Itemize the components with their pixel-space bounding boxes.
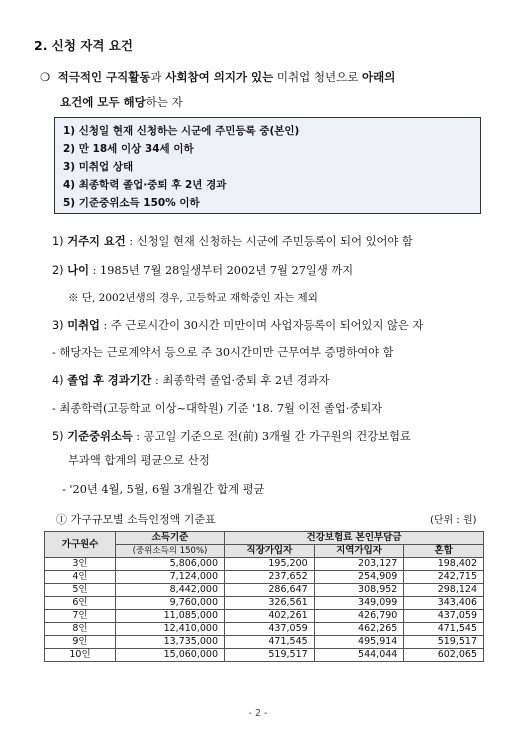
household-cell: 8인 bbox=[45, 623, 116, 636]
summary-item: 4) 최종학력 졸업·중퇴 후 2년 경과 bbox=[63, 179, 227, 191]
item-number: 3) bbox=[52, 319, 64, 332]
value-cell: 195,200 bbox=[225, 558, 315, 571]
table-row bbox=[45, 558, 484, 571]
value-cell: 7,124,000 bbox=[116, 571, 225, 584]
value-cell: 13,735,000 bbox=[116, 636, 225, 649]
bullet-line-2 bbox=[60, 94, 183, 110]
value-cell: 286,647 bbox=[225, 584, 315, 597]
table-row bbox=[45, 584, 484, 597]
household-cell: 6인 bbox=[45, 597, 116, 610]
bullet-text: 적극적인 구직활동 bbox=[57, 70, 151, 84]
item-text: : 공고일 기준으로 전(前) 3개월 간 가구원의 건강보험료 bbox=[132, 430, 411, 443]
bullet-text: 요건에 모두 해당 bbox=[60, 95, 146, 109]
table-row bbox=[45, 597, 484, 610]
header-income-sub: (중위소득의 150%) bbox=[116, 545, 225, 558]
header-household: 가구원수 bbox=[45, 532, 116, 558]
value-cell: 198,402 bbox=[404, 558, 484, 571]
table-row bbox=[45, 649, 484, 662]
header-insurance: 건강보험료 본인부담금 bbox=[225, 532, 484, 545]
table-title: ① 가구규모별 소득인정액 기준표 bbox=[56, 513, 216, 526]
income-text-2: 부과액 합계의 평균으로 산정 bbox=[68, 454, 210, 467]
value-cell: 326,561 bbox=[225, 597, 315, 610]
value-cell: 349,099 bbox=[314, 597, 404, 610]
value-cell: 298,124 bbox=[404, 584, 484, 597]
value-cell: 602,065 bbox=[404, 649, 484, 662]
value-cell: 343,406 bbox=[404, 597, 484, 610]
requirement-unemployed bbox=[52, 317, 423, 333]
section-title: 2. 신청 자격 요건 bbox=[34, 38, 133, 53]
table-row bbox=[45, 571, 484, 584]
income-table bbox=[44, 531, 484, 662]
value-cell: 426,790 bbox=[314, 610, 404, 623]
item-number: 2) bbox=[52, 264, 64, 277]
item-number: 5) bbox=[52, 430, 64, 443]
value-cell: 437,059 bbox=[404, 610, 484, 623]
summary-item: 5) 기준중위소득 150% 이하 bbox=[63, 197, 200, 209]
household-cell: 9인 bbox=[45, 636, 116, 649]
table-unit: (단위 : 원) bbox=[430, 515, 477, 526]
value-cell: 437,059 bbox=[225, 623, 315, 636]
household-cell: 5인 bbox=[45, 584, 116, 597]
item-number: 1) bbox=[52, 235, 64, 248]
bullet-text: 아래의 bbox=[362, 70, 396, 84]
household-cell: 7인 bbox=[45, 610, 116, 623]
value-cell: 544,044 bbox=[314, 649, 404, 662]
bullet-line-1 bbox=[40, 69, 395, 85]
age-note: ※ 단, 2002년생의 경우, 고등학교 재학중인 자는 제외 bbox=[68, 292, 318, 304]
item-title: 졸업 후 경과기간 bbox=[67, 374, 152, 387]
header-regional: 지역가입자 bbox=[314, 545, 404, 558]
summary-box bbox=[54, 117, 481, 214]
item-title: 미취업 bbox=[67, 319, 100, 332]
value-cell: 8,442,000 bbox=[116, 584, 225, 597]
bullet-text: 과 bbox=[150, 70, 166, 84]
header-mixed: 혼합 bbox=[404, 545, 484, 558]
requirement-age bbox=[52, 262, 353, 278]
item-title: 거주지 요건 bbox=[67, 235, 126, 248]
value-cell: 203,127 bbox=[314, 558, 404, 571]
summary-item: 1) 신청일 현재 신청하는 시군에 주민등록 중(본인) bbox=[63, 125, 300, 137]
value-cell: 471,545 bbox=[404, 623, 484, 636]
bullet-symbol: ❍ bbox=[40, 70, 51, 84]
value-cell: 462,265 bbox=[314, 623, 404, 636]
requirement-income bbox=[52, 428, 411, 444]
income-note: - '20년 4월, 5월, 6월 3개월간 합계 평균 bbox=[62, 483, 265, 496]
value-cell: 471,545 bbox=[225, 636, 315, 649]
item-number: 4) bbox=[52, 374, 64, 387]
bullet-text: 미취업 청년으로 bbox=[273, 70, 362, 84]
summary-item: 2) 만 18세 이상 34세 이하 bbox=[63, 143, 194, 155]
requirement-residence bbox=[52, 233, 413, 249]
summary-item: 3) 미취업 상태 bbox=[63, 161, 134, 173]
value-cell: 237,652 bbox=[225, 571, 315, 584]
household-cell: 10인 bbox=[45, 649, 116, 662]
value-cell: 519,517 bbox=[404, 636, 484, 649]
item-text: : 신청일 현재 신청하는 시군에 주민등록이 되어 있어야 함 bbox=[125, 235, 413, 248]
item-text: : 주 근로시간이 30시간 미만이며 사업자등록이 되어있지 않은 자 bbox=[99, 319, 424, 332]
bullet-text: 사회참여 의지가 있는 bbox=[165, 70, 274, 84]
value-cell: 254,909 bbox=[314, 571, 404, 584]
value-cell: 519,517 bbox=[225, 649, 315, 662]
header-workplace: 직장가입자 bbox=[225, 545, 315, 558]
value-cell: 15,060,000 bbox=[116, 649, 225, 662]
unemployed-note: - 해당자는 근로계약서 등으로 주 30시간미만 근무여부 증명하여야 함 bbox=[52, 346, 394, 359]
value-cell: 402,261 bbox=[225, 610, 315, 623]
bullet-text: 하는 자 bbox=[145, 95, 183, 109]
item-title: 나이 bbox=[67, 264, 90, 277]
page-number: - 2 - bbox=[248, 708, 268, 719]
value-cell: 5,806,000 bbox=[116, 558, 225, 571]
table-row bbox=[45, 623, 484, 636]
item-text: : 최종학력 졸업·중퇴 후 2년 경과자 bbox=[151, 374, 330, 387]
household-cell: 4인 bbox=[45, 571, 116, 584]
header-income: 소득기준 bbox=[116, 532, 225, 545]
value-cell: 12,410,000 bbox=[116, 623, 225, 636]
table-body bbox=[45, 558, 484, 662]
value-cell: 495,914 bbox=[314, 636, 404, 649]
requirement-graduation bbox=[52, 372, 329, 388]
value-cell: 11,085,000 bbox=[116, 610, 225, 623]
graduation-note: - 최종학력(고등학교 이상~대학원) 기준 '18. 7월 이전 졸업·중퇴자 bbox=[52, 402, 383, 415]
table-row bbox=[45, 610, 484, 623]
household-cell: 3인 bbox=[45, 558, 116, 571]
table-row bbox=[45, 636, 484, 649]
value-cell: 308,952 bbox=[314, 584, 404, 597]
value-cell: 9,760,000 bbox=[116, 597, 225, 610]
value-cell: 242,715 bbox=[404, 571, 484, 584]
item-title: 기준중위소득 bbox=[67, 430, 133, 443]
item-text: : 1985년 7월 28일생부터 2002년 7월 27일생 까지 bbox=[89, 264, 354, 277]
